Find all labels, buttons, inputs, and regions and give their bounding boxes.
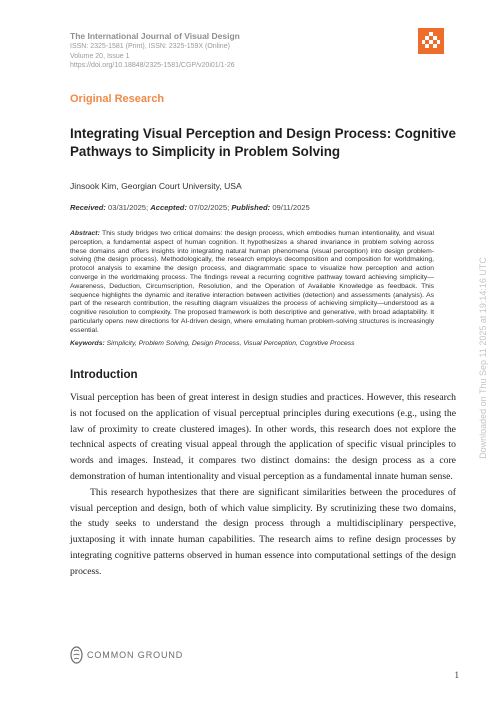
body-paragraph: Visual perception has been of great interest in design studies and practices. However, this research is not focused on the application of visual perceptual principles during executions (e.g., using the law of proximity to create clustered images). In other words, this research does not explore the technical aspects of creating visual appeal through the application of specific visual principles to words and images. Instead, it compares two distinct domains: the design process as a core demonstration of human intentionality and visual perception as a fundamental innate human sense. — [70, 392, 456, 482]
keywords-text: Simplicity, Problem Solving, Design Process, Visual Perception, Cognitive Process — [106, 340, 355, 347]
journal-issn: ISSN: 2325-1581 (Print), ISSN: 2325-159X (Online) — [70, 43, 230, 50]
keywords — [70, 340, 434, 347]
journal-logo-icon — [418, 28, 444, 54]
published-date: 09/11/2025 — [272, 203, 310, 212]
publisher-emblem-icon — [70, 646, 83, 664]
section-label: Original Research — [70, 93, 165, 105]
author-line: Jinsook Kim, Georgian Court University, USA — [70, 181, 242, 191]
accepted-label: Accepted: — [150, 203, 187, 212]
accepted-date: 07/02/2025; — [189, 203, 230, 212]
received-label: Received: — [70, 203, 106, 212]
download-watermark: Downloaded on Thu Sep 11 2025 at 19:14:16 UTC — [478, 257, 488, 459]
abstract-label: Abstract: — [70, 230, 100, 237]
journal-volume: Volume 20, Issue 1 — [70, 52, 130, 60]
received-date: 03/31/2025; — [108, 203, 149, 212]
publisher-name: COMMON GROUND — [87, 650, 184, 660]
abstract — [70, 230, 434, 336]
publisher-logo — [70, 646, 183, 664]
abstract-text: This study bridges two critical domains: the design process, which embodies human intentionality, and visual perception, a fundamental aspect of human cognition. It hypothesizes a shared invariance in problem solving across these domains and offers insights into integrating natural human phenomena (visual perception) into design problem-solving (the design process). Methodologically, the research employs decomposition and composition for worldmaking, protocol analysis to examine the design process, and diagrammatic space to visualize how perception and action converge in the worldmaking process. The findings reveal a recurring cognitive pathway toward achieving simplicity—Awareness, Deduction, Circumscription, Resolution, and the Operation of Available Knowledge as feedback. This sequence highlights the dynamic and iterative interaction between activities (detection) and assessments (analysis). As part of the research contribution, the resulting diagram visualizes the process of achieving simplicity—understood as a cognitive resolution to complexity. The proposed framework is both descriptive and generative, with broad adaptability. It particularly opens new directions for AI-driven design, where emulating human problem-solving structures is increasingly essential. — [70, 230, 434, 334]
body-paragraph: This research hypothesizes that there are significant similarities between the procedures of visual perception and design, both of which value simplicity. By scrutinizing these two domains, the study seeks to understand the design process through a multidisciplinary perspective, juxtaposing it with innate human capabilities. The research aims to refine design processes by integrating cognitive patterns observed in human essence into computational settings of the design process. — [70, 486, 456, 577]
keywords-label: Keywords: — [70, 340, 105, 347]
article-dates — [70, 203, 310, 212]
journal-title: The International Journal of Visual Design — [70, 31, 240, 41]
journal-doi-link[interactable]: https://doi.org/10.18848/2325-1581/CGP/v20i01/1-26 — [70, 62, 235, 69]
article-title: Integrating Visual Perception and Design Process: Cognitive Pathways to Simplicity in Problem Solving — [70, 126, 456, 159]
introduction-body — [70, 390, 456, 580]
journal-header — [70, 30, 400, 71]
published-label: Published: — [231, 203, 271, 212]
page-number: 1 — [454, 670, 459, 680]
section-heading-introduction: Introduction — [70, 368, 138, 381]
